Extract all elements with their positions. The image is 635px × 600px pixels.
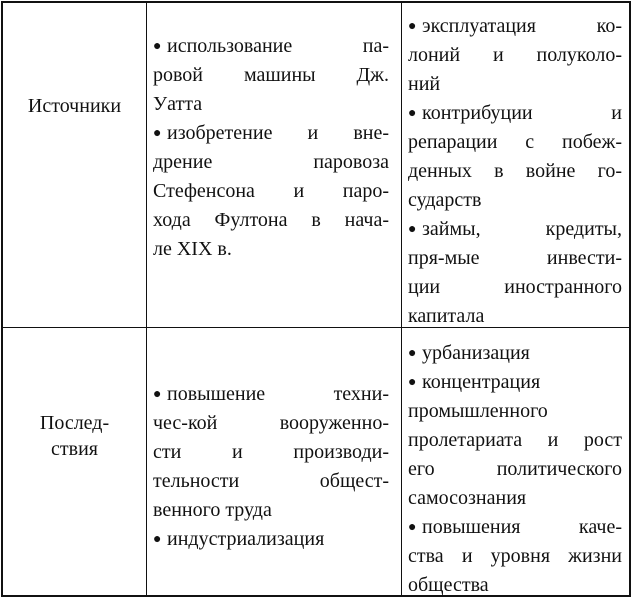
line-text: ровой машины Дж. [153, 64, 389, 86]
text-line [153, 120, 389, 146]
text-line [153, 497, 389, 523]
line-text: Стефенсона и паро- [153, 180, 389, 202]
row-label-cell-sources [3, 3, 146, 327]
line-text: его политического [408, 458, 622, 480]
text-line [408, 216, 622, 242]
text-line [153, 410, 389, 436]
text-line [408, 129, 622, 155]
bullet-icon: ● [408, 375, 417, 390]
text-line [153, 236, 389, 262]
bullet-icon: ● [408, 346, 417, 361]
line-text: изобретение и вне- [167, 122, 389, 144]
line-text: лоний и полуколо- [408, 44, 622, 66]
line-text: урбанизация [422, 342, 530, 364]
line-text: индустриализация [167, 528, 325, 550]
text-line [408, 456, 622, 482]
line-text: Уатта [153, 93, 203, 115]
text-line [408, 245, 622, 271]
row-label: ствия [51, 438, 98, 460]
line-text: дрение паровоза [153, 151, 389, 173]
line-text: ства и уровня жизни [408, 545, 622, 567]
line-text: повышения каче- [422, 516, 622, 538]
text-line [408, 71, 622, 97]
line-text: займы, кредиты, [422, 218, 622, 240]
line-text: сударств [408, 189, 482, 211]
text-line [153, 33, 389, 59]
line-text: капитала [408, 305, 485, 327]
line-text: венного труда [153, 499, 272, 521]
text-line [408, 427, 622, 453]
text-line [408, 42, 622, 68]
text-line [153, 468, 389, 494]
line-text: ции иностранного [408, 276, 622, 298]
text-line [408, 572, 622, 598]
text-line [153, 178, 389, 204]
line-text: денных в войне го- [408, 160, 622, 182]
column-divider-2 [401, 3, 402, 595]
line-text: самосознания [408, 487, 527, 509]
line-text: общества [408, 574, 489, 596]
line-text: репарации с побеж- [408, 131, 622, 153]
line-text: хода Фултона в нача- [153, 209, 389, 231]
line-text: чес-кой вооруженно- [153, 412, 389, 434]
line-text: пролетариата и рост [408, 429, 622, 451]
content-table [1, 1, 631, 597]
text-line [408, 13, 622, 39]
text-line [153, 381, 389, 407]
line-text: сти и производи- [153, 441, 389, 463]
line-text: эксплуатация ко- [422, 15, 622, 37]
text-line [153, 149, 389, 175]
text-line [153, 91, 389, 117]
row-label-cell-consequences [3, 329, 146, 599]
text-line [408, 340, 622, 366]
text-line [408, 274, 622, 300]
bullet-icon: ● [408, 222, 417, 237]
line-text: концентрация [422, 371, 541, 393]
text-line [408, 369, 622, 395]
bullet-icon: ● [408, 106, 417, 121]
line-text: контрибуции и [422, 102, 622, 124]
text-line [153, 207, 389, 233]
text-line [153, 62, 389, 88]
text-line [408, 514, 622, 540]
line-text: ний [408, 73, 441, 95]
text-line [408, 187, 622, 213]
bullet-icon: ● [153, 387, 162, 402]
line-text: тельности общест- [153, 470, 389, 492]
bullet-icon: ● [408, 520, 417, 535]
line-text: пря-мые инвести- [408, 247, 622, 269]
text-line [408, 398, 622, 424]
column-divider-1 [146, 3, 147, 595]
line-text: повышение техни- [167, 383, 389, 405]
text-line [408, 158, 622, 184]
bullet-icon: ● [153, 39, 162, 54]
bullet-icon: ● [153, 126, 162, 141]
row-label: Источники [27, 95, 122, 117]
text-line [408, 100, 622, 126]
line-text: использование па- [167, 35, 389, 57]
text-line [408, 485, 622, 511]
line-text: промышленного [408, 400, 548, 422]
bullet-icon: ● [408, 19, 417, 34]
text-line [408, 543, 622, 569]
text-line [408, 303, 622, 329]
bullet-icon: ● [153, 532, 162, 547]
text-line [153, 526, 389, 552]
row-label: Послед- [39, 412, 110, 434]
line-text: ле XIX в. [153, 238, 232, 260]
text-line [153, 439, 389, 465]
